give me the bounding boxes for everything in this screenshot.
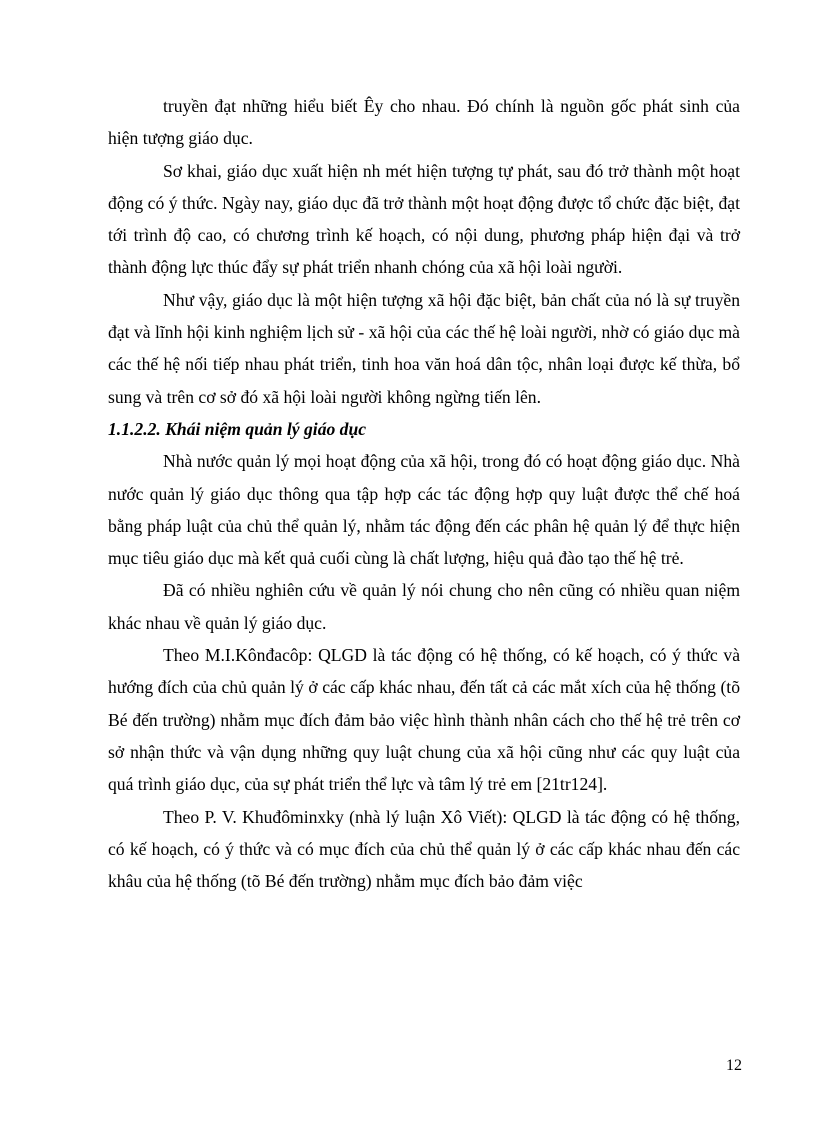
paragraph-state-management: Nhà nước quản lý mọi hoạt động của xã hội, trong đó có hoạt động giáo dục. Nhà nước quản lý giáo dục thông qua tập hợp các tác động hợp quy luật được thể chế hoá bằng pháp luật của chủ thể quản lý, nhằm tác động đến các phân hệ quản lý để thực hiện mục tiêu giáo dục mà kết quả cuối cùng là chất lượng, hiệu quả đào tạo thế hệ trẻ. <box>108 451 740 569</box>
section-heading: 1.1.2.2. Khái niệm quản lý giáo dục <box>108 418 367 439</box>
paragraph-many-concepts: Đã có nhiều nghiên cứu về quản lý nói chung cho nên cũng có nhiều quan niệm khác nhau về quản lý giáo dục. <box>108 580 740 633</box>
paragraph-origin-of-education: Sơ khai, giáo dục xuất hiện nh mét hiện tượng tự phát, sau đó trở thành một hoạt động có ý thức. Ngày nay, giáo dục đã trở thành một hoạt động được tổ chức đặc biệt, đạt tới trình độ cao, có chương trình kế hoạch, có nội dung, phương pháp hiện đại và trở thành động lực thúc đẩy sự phát triển nhanh chóng của xã hội loài người. <box>108 160 740 278</box>
paragraph-nature-of-education: Như vậy, giáo dục là một hiện tượng xã hội đặc biệt, bản chất của nó là sự truyền đạt và lĩnh hội kinh nghiệm lịch sử - xã hội của các thế hệ loài người, nhờ có giáo dục mà các thế hệ nối tiếp nhau phát triển, tinh hoa văn hoá dân tộc, nhân loại được kế thừa, bổ sung và trên cơ sở đó xã hội loài người không ngừng tiến lên. <box>108 289 740 407</box>
body-text <box>108 90 740 897</box>
page-number: 12 <box>726 1057 742 1074</box>
paragraph-kondakov-definition: Theo M.I.Kônđacôp: QLGD là tác động có hệ thống, có kế hoạch, có ý thức và hướng đích của chủ quản lý ở các cấp khác nhau, đến tất cả các mắt xích của hệ thống (tõ Bé đến trường) nhằm mục đích đảm bảo việc hình thành nhân cách cho thế hệ trẻ trên cơ sở nhận thức và vận dụng những quy luật chung của xã hội cũng như các quy luật của quá trình giáo dục, của sự phát triển thể lực và tâm lý trẻ em [21tr124]. <box>108 645 740 795</box>
paragraph-continuation: truyền đạt những hiểu biết Êy cho nhau. Đó chính là nguồn gốc phát sinh của hiện tượng giáo dục. <box>108 96 740 149</box>
paragraph-khudominxky-definition: Theo P. V. Khuđôminxky (nhà lý luận Xô Viết): QLGD là tác động có hệ thống, có kế hoạch, có ý thức và có mục đích của chủ thể quản lý ở các cấp khác nhau đến các khâu của hệ thống (tõ Bé đến trường) nhằm mục đích bảo đảm việc <box>108 806 740 892</box>
